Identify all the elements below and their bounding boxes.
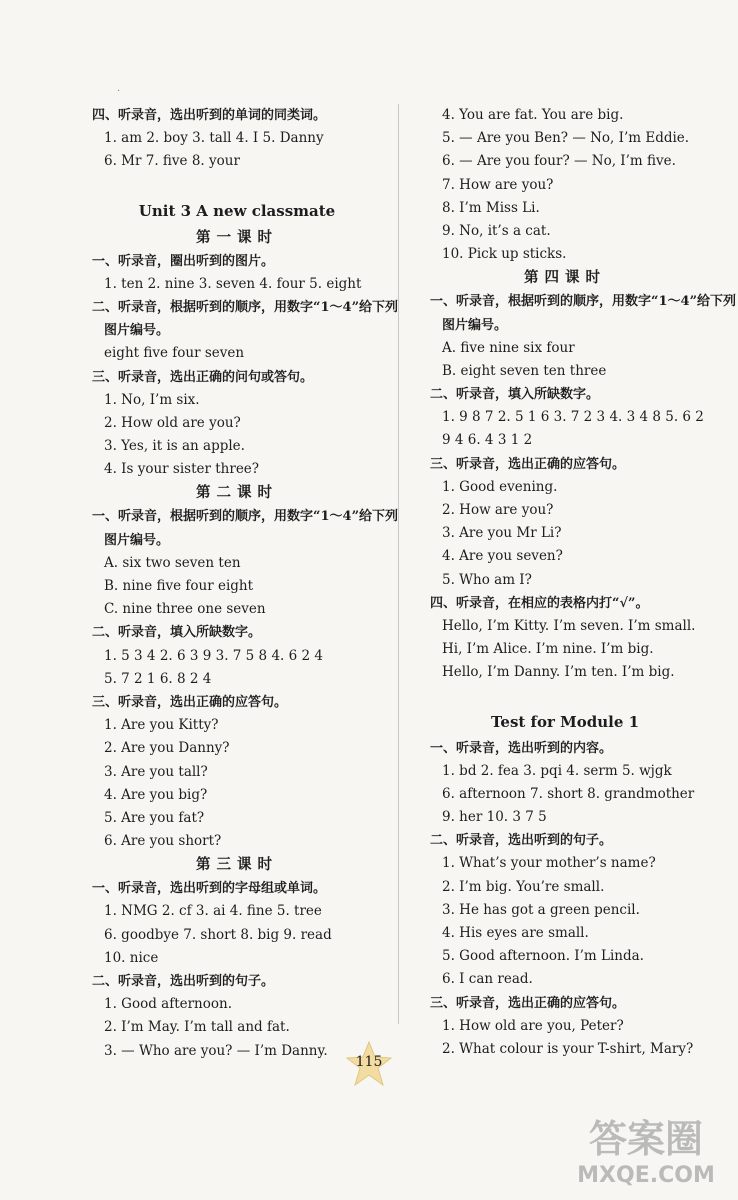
answer-line: 7. How are you? — [442, 176, 554, 193]
question-heading: 三、听录音，选出正确的应答句。 — [92, 694, 288, 710]
question-heading: 一、听录音，根据听到的顺序，用数字“1～4”给下列 — [430, 294, 737, 310]
question-heading: 二、听录音，根据听到的顺序，用数字“1～4”给下列 — [92, 299, 399, 315]
answer-line: 1. No, I’m six. — [104, 391, 200, 408]
answer-line: 4. Is your sister three? — [104, 461, 260, 478]
answer-line: 2. How are you? — [442, 502, 554, 518]
answer-line: 2. I’m May. I’m tall and fat. — [104, 1019, 290, 1036]
question-heading: 一、听录音，选出听到的字母组或单词。 — [92, 881, 327, 897]
answer-line: 2. I’m big. You’re small. — [442, 878, 605, 895]
watermark-logo — [566, 1108, 726, 1190]
answer-line: B. nine five four eight — [104, 578, 254, 594]
answer-line: 1. Good afternoon. — [104, 996, 232, 1013]
answer-line: A. five nine six four — [442, 339, 575, 356]
answer-line: Hello, I’m Danny. I’m ten. I’m big. — [442, 664, 675, 681]
section-title: Test for Module 1 — [490, 712, 640, 731]
watermark-main: 答案圈 — [588, 1117, 704, 1161]
answer-line: 2. How old are you? — [104, 414, 241, 431]
answer-line: 1. What’s your mother’s name? — [442, 855, 656, 872]
question-heading: 二、听录音，填入所缺数字。 — [430, 387, 600, 403]
answer-line: 1. 9 8 7 2. 5 1 6 3. 7 2 3 4. 3 4 8 5. 6 2 — [442, 409, 704, 426]
answer-line: 6. afternoon 7. short 8. grandmother — [442, 785, 695, 802]
question-heading: 一、听录音，选出听到的内容。 — [430, 740, 613, 756]
answer-line: 4. You are fat. You are big. — [442, 107, 624, 123]
answer-line: 1. NMG 2. cf 3. ai 4. fine 5. tree — [104, 903, 322, 920]
lesson-heading: 第四课时 — [524, 269, 606, 287]
answer-line: 5. Good afternoon. I’m Linda. — [442, 948, 644, 965]
answer-line: 1. Good evening. — [442, 478, 558, 495]
question-heading-cont: 图片编号。 — [104, 323, 170, 339]
lesson-heading: 第三课时 — [196, 856, 278, 874]
question-heading: 一、听录音，根据听到的顺序，用数字“1～4”给下列 — [92, 509, 399, 525]
answer-line: 1. bd 2. fea 3. pqi 4. serm 5. wjgk — [442, 762, 672, 779]
lesson-heading: 第一课时 — [196, 228, 278, 246]
answer-line: 3. He has got a green pencil. — [442, 901, 640, 918]
question-heading: 三、听录音，选出正确的应答句。 — [430, 995, 626, 1011]
answer-line: 5. Are you fat? — [104, 809, 205, 826]
answer-line: 4. Are you seven? — [442, 548, 563, 565]
answer-line: 9. No, it’s a cat. — [442, 222, 551, 239]
answer-line: 3. Are you tall? — [104, 763, 208, 780]
watermark-url: MXQE.COM — [577, 1163, 715, 1188]
question-heading: 二、听录音，选出听到的句子。 — [430, 833, 613, 849]
answer-line: 1. 5 3 4 2. 6 3 9 3. 7 5 8 4. 6 2 4 — [104, 647, 323, 664]
question-heading: 四、听录音，在相应的表格内打“√”。 — [430, 595, 649, 611]
answer-line: 10. Pick up sticks. — [442, 246, 567, 263]
lesson-heading: 第二课时 — [196, 484, 278, 502]
answer-line: 3. Yes, it is an apple. — [104, 438, 245, 455]
answer-line: Hello, I’m Kitty. I’m seven. I’m small. — [442, 617, 696, 634]
right-column — [430, 104, 737, 1061]
answer-line: eight five four seven — [104, 345, 245, 362]
question-heading-cont: 图片编号。 — [442, 317, 508, 333]
answer-line: 1. Are you Kitty? — [104, 717, 219, 734]
spacer — [430, 685, 700, 707]
answer-line: 8. I’m Miss Li. — [442, 199, 540, 216]
left-column — [92, 104, 399, 1063]
answer-line: 5. — Are you Ben? — No, I’m Eddie. — [442, 130, 690, 147]
answer-line: Hi, I’m Alice. I’m nine. I’m big. — [442, 641, 654, 658]
spacer — [92, 174, 382, 196]
answer-line: 9 4 6. 4 3 1 2 — [442, 432, 533, 449]
question-heading: 四、听录音，选出听到的单词的同类词。 — [92, 108, 327, 123]
answer-line: 10. nice — [104, 949, 159, 966]
answer-line: B. eight seven ten three — [442, 362, 607, 379]
answer-line: 6. I can read. — [442, 971, 533, 988]
answer-line: C. nine three one seven — [104, 601, 266, 618]
answer-line: 6. Mr 7. five 8. your — [104, 153, 240, 170]
answer-line: 2. What colour is your T-shirt, Mary? — [442, 1040, 694, 1057]
answer-line: 1. ten 2. nine 3. seven 4. four 5. eight — [104, 275, 362, 292]
answer-line: 5. 7 2 1 6. 8 2 4 — [104, 670, 212, 687]
answer-line: 1. am 2. boy 3. tall 4. I 5. Danny — [104, 130, 324, 147]
question-heading: 二、听录音，填入所缺数字。 — [92, 625, 262, 641]
answer-line: 4. Are you big? — [104, 786, 208, 803]
question-heading: 三、听录音，选出正确的问句或答句。 — [92, 369, 314, 385]
answer-line: 6. Are you short? — [104, 833, 222, 850]
answer-line: 3. — Who are you? — I’m Danny. — [104, 1042, 328, 1059]
page-number: 115 — [355, 1054, 383, 1070]
answer-line: 1. How old are you, Peter? — [442, 1017, 624, 1034]
answer-line: 4. His eyes are small. — [442, 925, 589, 941]
scan-speck: · — [117, 86, 121, 97]
question-heading: 三、听录音，选出正确的应答句。 — [430, 456, 626, 472]
column-divider — [398, 104, 399, 1024]
answer-line: 3. Are you Mr Li? — [442, 525, 562, 542]
answer-line: A. six two seven ten — [104, 554, 241, 571]
answer-line: 6. goodbye 7. short 8. big 9. read — [104, 926, 332, 943]
question-heading: 一、听录音，圈出听到的图片。 — [92, 253, 275, 269]
answer-line: 5. Who am I? — [442, 571, 532, 588]
answer-line: 2. Are you Danny? — [104, 740, 230, 757]
answer-line: 6. — Are you four? — No, I’m five. — [442, 153, 676, 170]
question-heading-cont: 图片编号。 — [104, 532, 170, 548]
section-title: Unit 3 A new classmate — [138, 201, 336, 220]
answer-line: 9. her 10. 3 7 5 — [442, 809, 547, 826]
question-heading: 二、听录音，选出听到的句子。 — [92, 974, 275, 989]
